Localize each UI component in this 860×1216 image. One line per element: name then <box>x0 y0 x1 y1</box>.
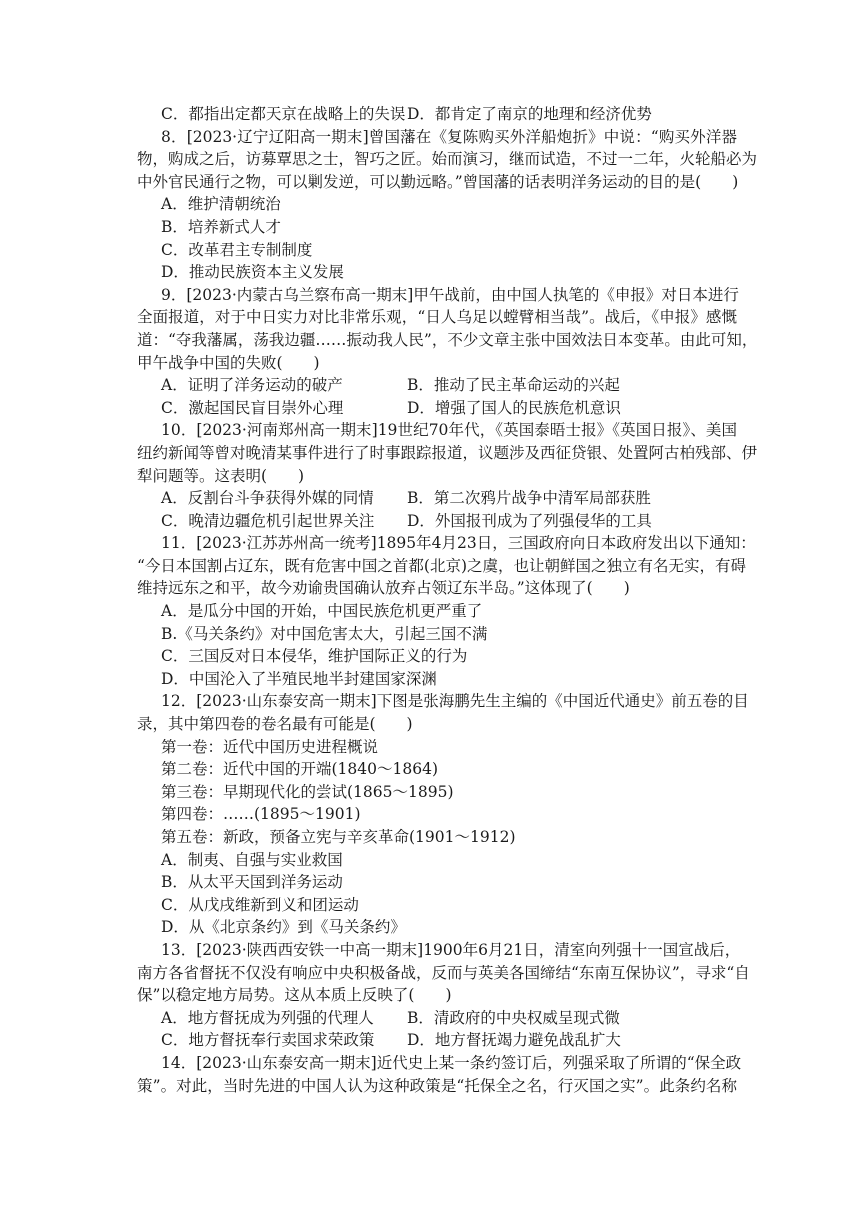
question-11 <box>137 532 756 690</box>
option-a: A．制夷、自强与实业救国 <box>161 850 343 869</box>
question-7-options <box>137 103 737 126</box>
option-d: D．都肯定了南京的地理和经济优势 <box>407 105 652 123</box>
volume-item: 第三卷：早期现代化的尝试(1865～1895) <box>161 782 454 801</box>
volume-item: 第五卷：新政，预备立宪与辛亥革命(1901～1912) <box>161 828 516 846</box>
option-row <box>137 487 737 510</box>
question-14 <box>137 1052 742 1097</box>
question-stem-line: 物，购成之后，访募覃思之士，智巧之匠。始而演习，继而试造，不过一二年，火轮船必为 <box>137 150 758 169</box>
question-9 <box>137 284 758 420</box>
question-stem-line: 南方各省督抚不仅没有响应中央积极备战，反而与英美各国缔结“东南互保协议”，寻求“自 <box>137 963 750 982</box>
option-c: C．都指出定都天京在战略上的失误 <box>161 105 406 123</box>
question-stem-line: 中外官民通行之物，可以剿发逆，可以勤远略。”曾国藩的话表明洋务运动的目的是( ) <box>137 172 739 191</box>
option-d: D．从《北京条约》到《马关条约》 <box>161 918 406 937</box>
option-c: C．从戊戌维新到义和团运动 <box>161 895 359 914</box>
option-a: A．是瓜分中国的开始，中国民族危机更严重了 <box>161 602 483 621</box>
option-a: A．反割台斗争获得外媒的同情 <box>161 489 374 508</box>
question-stem-line: 全面报道，对于中日实力对比非常乐观，“日人乌足以螳臂相当哉”。战后，《申报》感慨 <box>137 308 737 327</box>
option-c: C．激起国民盲目崇外心理 <box>161 398 344 417</box>
option-b: B．推动了民主革命运动的兴起 <box>407 376 620 395</box>
question-stem-line: 9．[2023·内蒙古乌兰察布高一期末]甲午战前，由中国人执笔的《申报》对日本进行 <box>161 285 739 304</box>
option-b: B．培养新式人才 <box>161 217 281 236</box>
option-d: D．推动民族资本主义发展 <box>161 263 344 282</box>
option-c: C．三国反对日本侵华，维护国际正义的行为 <box>161 647 468 666</box>
option-c: C．地方督抚奉行卖国求荣政策 <box>161 1031 375 1050</box>
option-a: A．维护清朝统治 <box>161 195 281 214</box>
question-10 <box>137 419 758 532</box>
question-stem-line: 12．[2023·山东泰安高一期末]下图是张海鹏先生主编的《中国近代通史》前五卷的目 <box>161 692 749 711</box>
question-8 <box>137 126 758 284</box>
question-stem-line: 维持远东之和平，故今劝谕贵国确认放弃占领辽东半岛。”这体现了( ) <box>137 579 630 598</box>
option-row <box>137 397 737 420</box>
option-d: D．中国沦入了半殖民地半封建国家深渊 <box>161 669 437 688</box>
question-stem-line: 13．[2023·陕西西安铁一中高一期末]1900年6月21日，清室向列强十一国宣战后， <box>161 940 741 959</box>
question-stem-line: 10．[2023·河南郑州高一期末]19世纪70年代，《英国泰晤士报》《英国日报》、美国 <box>161 421 737 440</box>
volume-item: 第四卷：……(1895～1901) <box>161 805 361 824</box>
question-stem-line: “今日本国割占辽东，既有危害中国之首都(北京)之虞，也让朝鲜国之独立有名无实，有碍 <box>137 556 747 575</box>
question-12 <box>137 690 749 939</box>
option-a: A．证明了洋务运动的破产 <box>161 376 343 395</box>
option-c: C．晚清边疆危机引起世界关注 <box>161 511 375 530</box>
option-b: B．第二次鸦片战争中清军局部获胜 <box>407 489 651 508</box>
question-stem-line: 8．[2023·辽宁辽阳高一期末]曾国藩在《复陈购买外洋船炮折》中说：“购买外洋器 <box>161 127 737 146</box>
question-stem-line: 11．[2023·江苏苏州高一统考]1895年4月23日，三国政府向日本政府发出以下通知： <box>161 534 756 553</box>
option-d: D．外国报刊成为了列强侵华的工具 <box>407 511 652 530</box>
question-stem-line: 策”。对此，当时先进的中国人认为这种政策是“托保全之名，行灭国之实”。此条约名称 <box>137 1076 737 1095</box>
option-row <box>137 1007 737 1030</box>
option-b: B．清政府的中央权威呈现式微 <box>407 1008 620 1027</box>
question-stem-line: 14．[2023·山东泰安高一期末]近代史上某一条约签订后，列强采取了所谓的“保全政 <box>161 1053 742 1072</box>
option-d: D．地方督抚竭力避免战乱扩大 <box>407 1031 621 1050</box>
option-row <box>137 1029 737 1052</box>
question-stem-line: 录，其中第四卷的卷名最有可能是( ) <box>137 715 413 734</box>
question-stem-line: 犁问题等。这表明( ) <box>137 466 305 485</box>
question-stem-line: 纽约新闻等曾对晚清某事件进行了时事跟踪报道，议题涉及西征贷银、处置阿古柏残部、伊 <box>137 443 758 462</box>
question-stem-line: 甲午战争中国的失败( ) <box>137 353 320 372</box>
option-c: C．改革君主专制制度 <box>161 240 313 259</box>
option-row <box>137 374 737 397</box>
question-13 <box>137 939 750 1052</box>
option-row <box>137 103 737 126</box>
question-list <box>137 103 758 1097</box>
option-b: B．从太平天国到洋务运动 <box>161 873 343 892</box>
option-a: A．地方督抚成为列强的代理人 <box>161 1008 374 1027</box>
option-d: D．增强了国人的民族危机意识 <box>407 398 621 417</box>
option-row <box>137 510 737 533</box>
option-b: B.《马关条约》对中国危害太大，引起三国不满 <box>161 624 488 643</box>
volume-item: 第二卷：近代中国的开端(1840～1864) <box>161 760 438 779</box>
question-stem-line: 保”以稳定地方局势。这从本质上反映了( ) <box>137 986 452 1005</box>
volume-item: 第一卷：近代中国历史进程概说 <box>161 737 379 756</box>
question-stem-line: 道：“夺我藩属，荡我边疆……振动我人民”，不少文章主张中国效法日本变革。由此可知， <box>137 330 758 349</box>
